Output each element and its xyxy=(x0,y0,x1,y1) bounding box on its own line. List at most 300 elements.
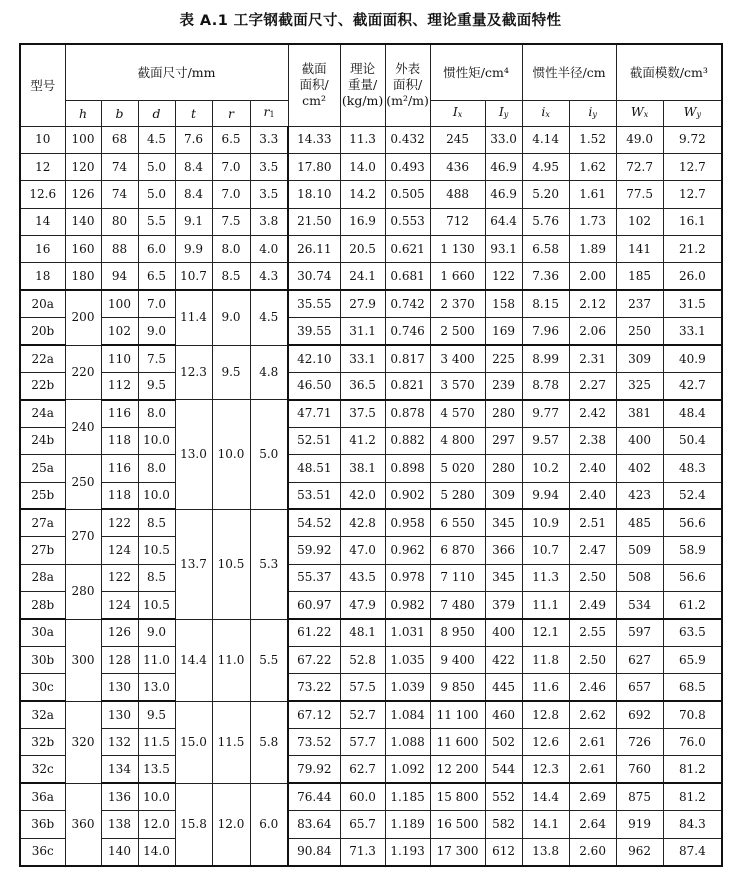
cell-Ix: 9 850 xyxy=(430,674,485,701)
cell-b: 110 xyxy=(101,345,138,372)
cell-Ix: 3 400 xyxy=(430,345,485,372)
cell-surface: 0.681 xyxy=(385,263,430,290)
header-weight: 理论 重量/ (kg/m) xyxy=(340,44,385,126)
cell-iy: 2.50 xyxy=(569,646,616,673)
cell-weight: 41.2 xyxy=(340,427,385,454)
table-row xyxy=(20,674,722,701)
cell-Iy: 280 xyxy=(485,400,522,427)
cell-ix: 12.8 xyxy=(522,701,569,728)
table-body xyxy=(20,126,722,866)
cell-weight: 33.1 xyxy=(340,345,385,372)
cell-weight: 27.9 xyxy=(340,290,385,317)
cell-h: 126 xyxy=(65,181,101,208)
cell-iy: 1.73 xyxy=(569,208,616,235)
cell-model: 32c xyxy=(20,756,65,783)
cell-t: 14.4 xyxy=(175,619,212,701)
cell-model: 27b xyxy=(20,537,65,564)
table-row xyxy=(20,537,722,564)
cell-Wy: 31.5 xyxy=(663,290,722,317)
cell-model: 28a xyxy=(20,564,65,591)
cell-h: 120 xyxy=(65,153,101,180)
cell-b: 74 xyxy=(101,181,138,208)
cell-Wx: 760 xyxy=(616,756,663,783)
header-inertia-group: 惯性矩/cm⁴ xyxy=(430,44,522,100)
cell-surface: 0.878 xyxy=(385,400,430,427)
table-row xyxy=(20,756,722,783)
cell-model: 32a xyxy=(20,701,65,728)
cell-Wx: 962 xyxy=(616,838,663,865)
cell-weight: 57.7 xyxy=(340,729,385,756)
header-Iy: Iy xyxy=(485,100,522,126)
header-Wy: Wy xyxy=(663,100,722,126)
cell-Wy: 40.9 xyxy=(663,345,722,372)
cell-Wy: 12.7 xyxy=(663,181,722,208)
cell-area: 55.37 xyxy=(288,564,340,591)
cell-ix: 4.14 xyxy=(522,126,569,153)
cell-model: 36b xyxy=(20,811,65,838)
cell-model: 32b xyxy=(20,729,65,756)
cell-ix: 8.78 xyxy=(522,373,569,400)
cell-Ix: 2 370 xyxy=(430,290,485,317)
cell-t: 15.0 xyxy=(175,701,212,783)
cell-surface: 0.978 xyxy=(385,564,430,591)
cell-iy: 1.62 xyxy=(569,153,616,180)
cell-Wy: 58.9 xyxy=(663,537,722,564)
table-row xyxy=(20,318,722,345)
cell-Ix: 436 xyxy=(430,153,485,180)
cell-surface: 0.432 xyxy=(385,126,430,153)
cell-Wx: 597 xyxy=(616,619,663,646)
cell-r1: 5.3 xyxy=(250,509,288,619)
cell-d: 8.0 xyxy=(138,455,175,482)
cell-Ix: 12 200 xyxy=(430,756,485,783)
cell-Ix: 5 280 xyxy=(430,482,485,509)
cell-surface: 0.962 xyxy=(385,537,430,564)
cell-Iy: 502 xyxy=(485,729,522,756)
cell-Wx: 509 xyxy=(616,537,663,564)
cell-Ix: 4 570 xyxy=(430,400,485,427)
cell-ix: 7.96 xyxy=(522,318,569,345)
cell-Wx: 49.0 xyxy=(616,126,663,153)
cell-Iy: 612 xyxy=(485,838,522,865)
cell-weight: 14.0 xyxy=(340,153,385,180)
cell-surface: 0.553 xyxy=(385,208,430,235)
table-row xyxy=(20,564,722,591)
table-row xyxy=(20,373,722,400)
table-row xyxy=(20,455,722,482)
cell-d: 5.0 xyxy=(138,153,175,180)
cell-area: 90.84 xyxy=(288,838,340,865)
cell-t: 13.0 xyxy=(175,400,212,510)
cell-r: 10.5 xyxy=(212,509,250,619)
cell-model: 24a xyxy=(20,400,65,427)
cell-ix: 5.20 xyxy=(522,181,569,208)
header-Wx: Wx xyxy=(616,100,663,126)
cell-iy: 2.62 xyxy=(569,701,616,728)
cell-weight: 36.5 xyxy=(340,373,385,400)
cell-t: 15.8 xyxy=(175,783,212,865)
cell-area: 60.97 xyxy=(288,592,340,619)
cell-ix: 12.3 xyxy=(522,756,569,783)
cell-area: 53.51 xyxy=(288,482,340,509)
table-row xyxy=(20,427,722,454)
cell-Ix: 6 550 xyxy=(430,509,485,536)
cell-h: 300 xyxy=(65,619,101,701)
cell-h: 280 xyxy=(65,564,101,619)
cell-area: 73.52 xyxy=(288,729,340,756)
cell-h: 270 xyxy=(65,509,101,564)
cell-area: 48.51 xyxy=(288,455,340,482)
cell-iy: 2.00 xyxy=(569,263,616,290)
cell-r: 6.5 xyxy=(212,126,250,153)
cell-Iy: 297 xyxy=(485,427,522,454)
cell-iy: 2.12 xyxy=(569,290,616,317)
cell-area: 52.51 xyxy=(288,427,340,454)
cell-surface: 1.189 xyxy=(385,811,430,838)
cell-surface: 1.031 xyxy=(385,619,430,646)
cell-h: 240 xyxy=(65,400,101,455)
cell-surface: 0.493 xyxy=(385,153,430,180)
cell-model: 22b xyxy=(20,373,65,400)
cell-d: 7.0 xyxy=(138,290,175,317)
header-b: b xyxy=(101,100,138,126)
cell-weight: 52.8 xyxy=(340,646,385,673)
cell-r1: 3.5 xyxy=(250,153,288,180)
cell-surface: 1.185 xyxy=(385,783,430,810)
cell-d: 13.5 xyxy=(138,756,175,783)
cell-h: 140 xyxy=(65,208,101,235)
cell-t: 7.6 xyxy=(175,126,212,153)
cell-model: 10 xyxy=(20,126,65,153)
cell-b: 124 xyxy=(101,592,138,619)
cell-r1: 4.8 xyxy=(250,345,288,400)
cell-h: 200 xyxy=(65,290,101,345)
cell-area: 67.22 xyxy=(288,646,340,673)
cell-Wy: 56.6 xyxy=(663,509,722,536)
cell-surface: 1.039 xyxy=(385,674,430,701)
cell-r: 11.0 xyxy=(212,619,250,701)
cell-b: 118 xyxy=(101,482,138,509)
cell-Wy: 81.2 xyxy=(663,756,722,783)
cell-model: 36a xyxy=(20,783,65,810)
cell-Wx: 627 xyxy=(616,646,663,673)
cell-weight: 16.9 xyxy=(340,208,385,235)
cell-model: 20a xyxy=(20,290,65,317)
table-row xyxy=(20,838,722,865)
cell-area: 39.55 xyxy=(288,318,340,345)
cell-b: 94 xyxy=(101,263,138,290)
cell-surface: 0.982 xyxy=(385,592,430,619)
cell-ix: 7.36 xyxy=(522,263,569,290)
cell-Wy: 48.3 xyxy=(663,455,722,482)
cell-r: 11.5 xyxy=(212,701,250,783)
cell-d: 9.0 xyxy=(138,318,175,345)
cell-r1: 5.5 xyxy=(250,619,288,701)
cell-model: 22a xyxy=(20,345,65,372)
cell-surface: 0.505 xyxy=(385,181,430,208)
table-row xyxy=(20,701,722,728)
table-row xyxy=(20,619,722,646)
cell-t: 13.7 xyxy=(175,509,212,619)
cell-d: 6.5 xyxy=(138,263,175,290)
cell-area: 35.55 xyxy=(288,290,340,317)
cell-b: 122 xyxy=(101,564,138,591)
cell-t: 11.4 xyxy=(175,290,212,345)
cell-Wx: 692 xyxy=(616,701,663,728)
cell-weight: 38.1 xyxy=(340,455,385,482)
cell-model: 20b xyxy=(20,318,65,345)
cell-Wy: 65.9 xyxy=(663,646,722,673)
cell-area: 47.71 xyxy=(288,400,340,427)
cell-ix: 12.1 xyxy=(522,619,569,646)
cell-Wy: 68.5 xyxy=(663,674,722,701)
cell-r1: 4.5 xyxy=(250,290,288,345)
cell-t: 10.7 xyxy=(175,263,212,290)
cell-Wx: 400 xyxy=(616,427,663,454)
header-t: t xyxy=(175,100,212,126)
cell-model: 14 xyxy=(20,208,65,235)
table-row xyxy=(20,208,722,235)
cell-h: 180 xyxy=(65,263,101,290)
header-r: r xyxy=(212,100,250,126)
cell-Ix: 17 300 xyxy=(430,838,485,865)
cell-iy: 1.89 xyxy=(569,236,616,263)
cell-Wy: 56.6 xyxy=(663,564,722,591)
cell-iy: 2.55 xyxy=(569,619,616,646)
cell-iy: 2.69 xyxy=(569,783,616,810)
cell-d: 10.5 xyxy=(138,537,175,564)
cell-surface: 1.193 xyxy=(385,838,430,865)
cell-b: 68 xyxy=(101,126,138,153)
cell-Wx: 726 xyxy=(616,729,663,756)
cell-r: 7.0 xyxy=(212,181,250,208)
cell-ix: 10.2 xyxy=(522,455,569,482)
cell-ix: 9.77 xyxy=(522,400,569,427)
header-ix: ix xyxy=(522,100,569,126)
cell-r: 12.0 xyxy=(212,783,250,865)
cell-t: 9.1 xyxy=(175,208,212,235)
cell-b: 112 xyxy=(101,373,138,400)
cell-surface: 0.746 xyxy=(385,318,430,345)
cell-weight: 43.5 xyxy=(340,564,385,591)
cell-model: 25b xyxy=(20,482,65,509)
cell-area: 17.80 xyxy=(288,153,340,180)
cell-Iy: 544 xyxy=(485,756,522,783)
cell-r: 9.5 xyxy=(212,345,250,400)
header-surface: 外表 面积/ (m²/m) xyxy=(385,44,430,126)
cell-b: 80 xyxy=(101,208,138,235)
cell-area: 83.64 xyxy=(288,811,340,838)
cell-d: 9.5 xyxy=(138,701,175,728)
cell-iy: 2.61 xyxy=(569,729,616,756)
cell-Iy: 225 xyxy=(485,345,522,372)
cell-model: 30c xyxy=(20,674,65,701)
cell-Wx: 423 xyxy=(616,482,663,509)
cell-ix: 5.76 xyxy=(522,208,569,235)
cell-ix: 14.4 xyxy=(522,783,569,810)
cell-iy: 1.61 xyxy=(569,181,616,208)
cell-surface: 0.958 xyxy=(385,509,430,536)
cell-b: 138 xyxy=(101,811,138,838)
cell-area: 61.22 xyxy=(288,619,340,646)
cell-Wx: 309 xyxy=(616,345,663,372)
cell-Iy: 239 xyxy=(485,373,522,400)
cell-ix: 9.57 xyxy=(522,427,569,454)
cell-iy: 2.27 xyxy=(569,373,616,400)
cell-Iy: 122 xyxy=(485,263,522,290)
header-Ix: Ix xyxy=(430,100,485,126)
cell-b: 136 xyxy=(101,783,138,810)
cell-Ix: 16 500 xyxy=(430,811,485,838)
table-row xyxy=(20,811,722,838)
cell-b: 122 xyxy=(101,509,138,536)
cell-iy: 2.61 xyxy=(569,756,616,783)
cell-Wx: 381 xyxy=(616,400,663,427)
cell-ix: 11.8 xyxy=(522,646,569,673)
cell-Wy: 61.2 xyxy=(663,592,722,619)
cell-h: 360 xyxy=(65,783,101,865)
cell-d: 9.5 xyxy=(138,373,175,400)
header-h: h xyxy=(65,100,101,126)
cell-Iy: 169 xyxy=(485,318,522,345)
cell-h: 250 xyxy=(65,455,101,510)
cell-d: 14.0 xyxy=(138,838,175,865)
cell-t: 12.3 xyxy=(175,345,212,400)
cell-weight: 37.5 xyxy=(340,400,385,427)
cell-r: 7.0 xyxy=(212,153,250,180)
cell-surface: 0.882 xyxy=(385,427,430,454)
cell-r1: 3.5 xyxy=(250,181,288,208)
table-row xyxy=(20,729,722,756)
table-row xyxy=(20,400,722,427)
cell-d: 10.0 xyxy=(138,783,175,810)
cell-d: 10.0 xyxy=(138,482,175,509)
cell-Wx: 141 xyxy=(616,236,663,263)
cell-Ix: 7 480 xyxy=(430,592,485,619)
cell-Ix: 15 800 xyxy=(430,783,485,810)
cell-Ix: 11 600 xyxy=(430,729,485,756)
cell-model: 30b xyxy=(20,646,65,673)
cell-surface: 0.902 xyxy=(385,482,430,509)
cell-surface: 1.088 xyxy=(385,729,430,756)
table-row xyxy=(20,783,722,810)
table-row xyxy=(20,181,722,208)
cell-Wy: 81.2 xyxy=(663,783,722,810)
cell-weight: 20.5 xyxy=(340,236,385,263)
cell-d: 10.5 xyxy=(138,592,175,619)
cell-ix: 13.8 xyxy=(522,838,569,865)
cell-weight: 47.0 xyxy=(340,537,385,564)
cell-d: 5.0 xyxy=(138,181,175,208)
cell-surface: 0.621 xyxy=(385,236,430,263)
cell-d: 4.5 xyxy=(138,126,175,153)
cell-iy: 2.51 xyxy=(569,509,616,536)
cell-model: 12 xyxy=(20,153,65,180)
cell-iy: 2.60 xyxy=(569,838,616,865)
table-row xyxy=(20,290,722,317)
cell-Wy: 33.1 xyxy=(663,318,722,345)
cell-r: 8.0 xyxy=(212,236,250,263)
cell-b: 88 xyxy=(101,236,138,263)
cell-d: 8.5 xyxy=(138,564,175,591)
cell-b: 140 xyxy=(101,838,138,865)
cell-Iy: 379 xyxy=(485,592,522,619)
cell-d: 7.5 xyxy=(138,345,175,372)
cell-r1: 5.0 xyxy=(250,400,288,510)
cell-r: 9.0 xyxy=(212,290,250,345)
cell-b: 116 xyxy=(101,455,138,482)
cell-d: 8.5 xyxy=(138,509,175,536)
table-row xyxy=(20,592,722,619)
cell-Iy: 64.4 xyxy=(485,208,522,235)
cell-h: 320 xyxy=(65,701,101,783)
cell-Iy: 345 xyxy=(485,509,522,536)
cell-iy: 2.06 xyxy=(569,318,616,345)
cell-area: 67.12 xyxy=(288,701,340,728)
cell-weight: 65.7 xyxy=(340,811,385,838)
cell-Wx: 875 xyxy=(616,783,663,810)
cell-Wx: 185 xyxy=(616,263,663,290)
cell-d: 10.0 xyxy=(138,427,175,454)
cell-Ix: 4 800 xyxy=(430,427,485,454)
cell-ix: 11.1 xyxy=(522,592,569,619)
cell-b: 126 xyxy=(101,619,138,646)
cell-r1: 4.0 xyxy=(250,236,288,263)
cell-Wx: 237 xyxy=(616,290,663,317)
cell-ix: 6.58 xyxy=(522,236,569,263)
table-row xyxy=(20,345,722,372)
cell-d: 9.0 xyxy=(138,619,175,646)
cell-b: 130 xyxy=(101,674,138,701)
cell-ix: 10.7 xyxy=(522,537,569,564)
cell-ix: 14.1 xyxy=(522,811,569,838)
cell-r: 7.5 xyxy=(212,208,250,235)
cell-area: 14.33 xyxy=(288,126,340,153)
cell-weight: 47.9 xyxy=(340,592,385,619)
cell-area: 30.74 xyxy=(288,263,340,290)
cell-Ix: 2 500 xyxy=(430,318,485,345)
cell-Wy: 70.8 xyxy=(663,701,722,728)
cell-Wy: 52.4 xyxy=(663,482,722,509)
cell-iy: 2.47 xyxy=(569,537,616,564)
cell-Iy: 93.1 xyxy=(485,236,522,263)
cell-b: 100 xyxy=(101,290,138,317)
cell-r1: 5.8 xyxy=(250,701,288,783)
table-row xyxy=(20,646,722,673)
cell-r: 8.5 xyxy=(212,263,250,290)
cell-Ix: 488 xyxy=(430,181,485,208)
cell-surface: 1.084 xyxy=(385,701,430,728)
cell-weight: 42.8 xyxy=(340,509,385,536)
header-iy: iy xyxy=(569,100,616,126)
cell-ix: 8.15 xyxy=(522,290,569,317)
cell-iy: 2.42 xyxy=(569,400,616,427)
cell-iy: 2.38 xyxy=(569,427,616,454)
cell-Wx: 72.7 xyxy=(616,153,663,180)
cell-Wx: 250 xyxy=(616,318,663,345)
cell-Wx: 325 xyxy=(616,373,663,400)
cell-weight: 71.3 xyxy=(340,838,385,865)
cell-ix: 4.95 xyxy=(522,153,569,180)
cell-t: 8.4 xyxy=(175,181,212,208)
cell-b: 118 xyxy=(101,427,138,454)
cell-weight: 11.3 xyxy=(340,126,385,153)
cell-area: 26.11 xyxy=(288,236,340,263)
cell-iy: 2.50 xyxy=(569,564,616,591)
cell-Ix: 245 xyxy=(430,126,485,153)
cell-Iy: 345 xyxy=(485,564,522,591)
cell-b: 134 xyxy=(101,756,138,783)
